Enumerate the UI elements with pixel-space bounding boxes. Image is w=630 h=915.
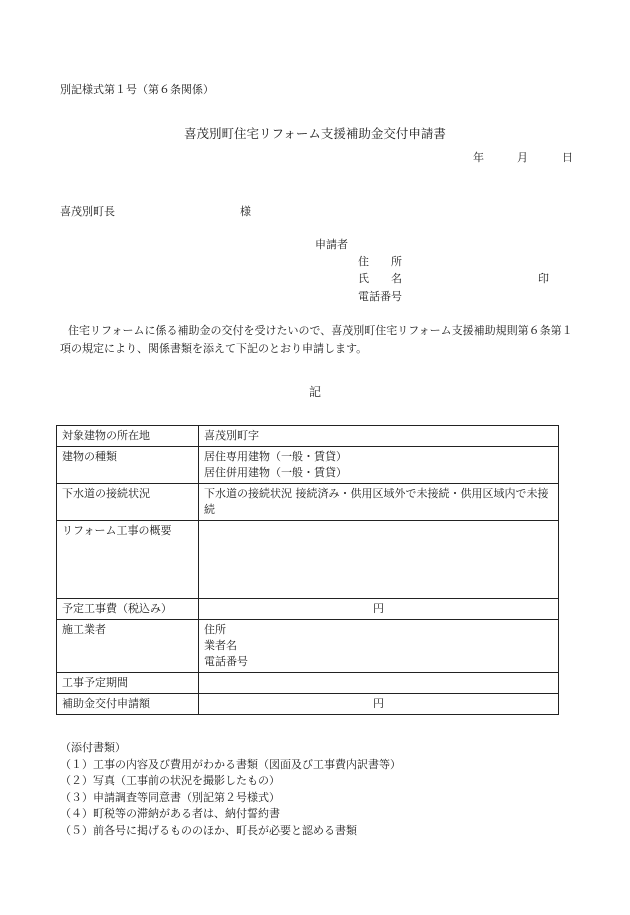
date-month: 月 <box>517 151 528 164</box>
table-row-cost <box>57 599 559 620</box>
attachment-item: （１）工事の内容及び費用がわかる書類（図面及び工事費内訳書等） <box>60 757 401 771</box>
location-label: 対象建物の所在地 <box>57 426 199 447</box>
table-row-amount <box>57 694 559 715</box>
attachments-heading: （添付書類） <box>60 741 126 754</box>
ki-heading: 記 <box>308 385 321 399</box>
attachment-item: （３）申請調査等同意書（別記第２号様式） <box>60 790 280 804</box>
applicant-name-label: 氏 名 <box>358 272 402 285</box>
contractor-address-label: 住所 <box>204 623 226 636</box>
contractor-value[interactable] <box>199 620 559 673</box>
date-year: 年 <box>473 151 484 164</box>
cost-value[interactable]: 円 <box>199 599 559 620</box>
amount-label: 補助金交付申請額 <box>57 694 199 715</box>
applicant-label: 申請者 <box>315 238 348 251</box>
seal-mark: 印 <box>538 272 549 285</box>
building-type-value[interactable] <box>199 447 559 484</box>
addressee-honorific: 様 <box>240 205 251 218</box>
period-label: 工事予定期間 <box>57 673 199 694</box>
form-reference: 別記様式第１号（第６条関係） <box>60 83 214 96</box>
contractor-company-label: 業者名 <box>204 639 237 652</box>
table-row-sewer <box>57 484 559 521</box>
table-row-summary <box>57 521 559 599</box>
summary-label: リフォーム工事の概要 <box>57 521 199 599</box>
contractor-label: 施工業者 <box>57 620 199 673</box>
building-type-option-2: 居住併用建物（一般・賃貸） <box>204 466 347 479</box>
applicant-address-label: 住 所 <box>358 255 402 268</box>
table-row-building-type <box>57 447 559 484</box>
table-row-contractor <box>57 620 559 673</box>
attachments <box>60 740 401 839</box>
building-type-label: 建物の種類 <box>57 447 199 484</box>
building-type-option-1: 居住専用建物（一般・賃貸） <box>204 450 347 463</box>
location-value[interactable]: 喜茂別町字 <box>199 426 559 447</box>
attachment-item: （５）前各号に掲げるもののほか、町長が必要と認める書類 <box>60 823 357 837</box>
attachment-item: （２）写真（工事前の状況を撮影したもの） <box>60 774 280 787</box>
sewer-label: 下水道の接続状況 <box>57 484 199 521</box>
sewer-value[interactable]: 下水道の接続状況 接続済み・供用区域外で未接続・供用区域内で未接続 <box>199 484 559 521</box>
application-details-table <box>56 425 559 715</box>
table-row-location <box>57 426 559 447</box>
period-value[interactable] <box>199 673 559 694</box>
applicant-phone-label: 電話番号 <box>358 290 402 303</box>
addressee: 喜茂別町長 <box>60 205 115 218</box>
application-statement: 住宅リフォームに係る補助金の交付を受けたいので、喜茂別町住宅リフォーム支援補助規則第６条第１項の規定により、関係書類を添えて下記のとおり申請します。 <box>60 324 573 355</box>
cost-label: 予定工事費（税込み） <box>57 599 199 620</box>
contractor-phone-label: 電話番号 <box>204 655 248 668</box>
summary-value[interactable] <box>199 521 559 599</box>
amount-value[interactable]: 円 <box>199 694 559 715</box>
attachment-item: （４）町税等の滞納がある者は、納付誓約書 <box>60 807 280 820</box>
date-day: 日 <box>562 151 573 164</box>
table-row-period <box>57 673 559 694</box>
document-title: 喜茂別町住宅リフォーム支援補助金交付申請書 <box>184 126 446 141</box>
